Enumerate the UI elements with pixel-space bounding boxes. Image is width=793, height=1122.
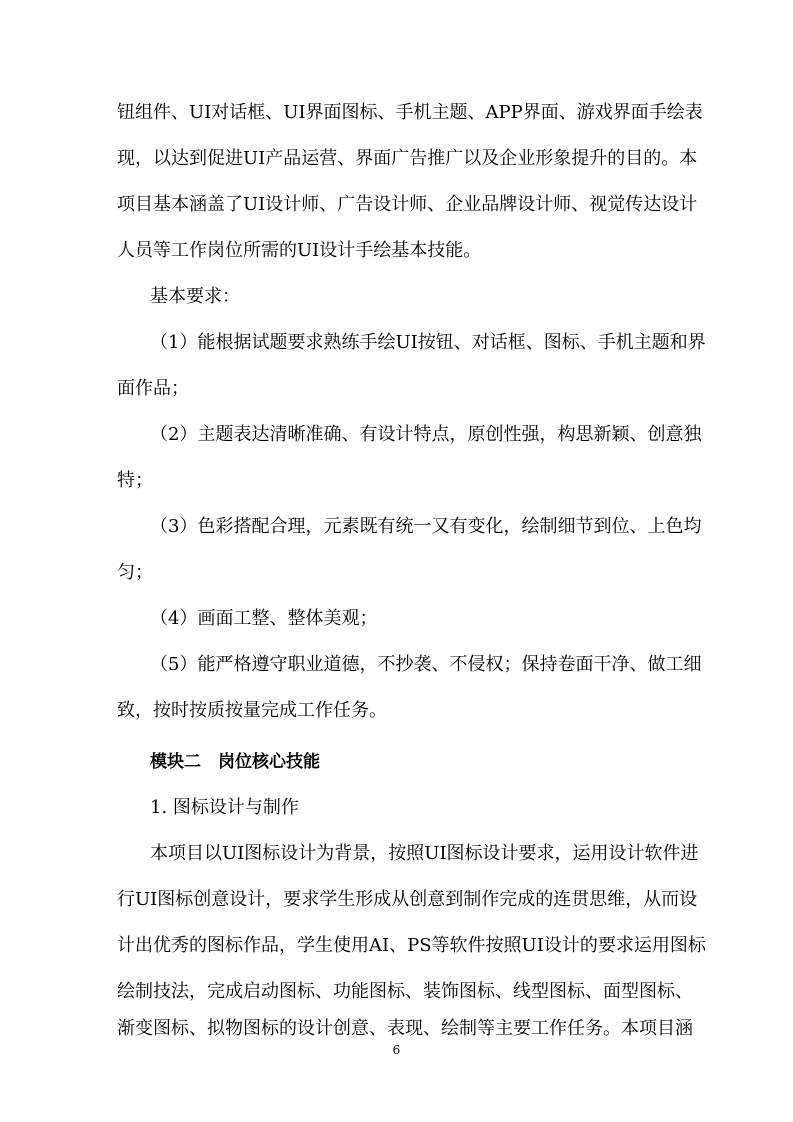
requirement-item-2-cont: 特； — [117, 470, 153, 491]
requirement-item-5: （5）能严格遵守职业道德，不抄袭、不侵权；保持卷面干净、做工细 — [150, 654, 702, 675]
requirement-item-5-cont: 致，按时按质按量完成工作任务。 — [117, 700, 387, 721]
paragraph-line: 项目基本涵盖了UI设计师、广告设计师、企业品牌设计师、视觉传达设计 — [117, 194, 698, 215]
paragraph-line: 渐变图标、拟物图标的设计创意、表现、绘制等主要工作任务。本项目涵 — [117, 1018, 693, 1039]
requirement-item-3: （3）色彩搭配合理，元素既有统一又有变化，绘制细节到位、上色均 — [150, 516, 702, 537]
requirement-item-3-cont: 匀； — [117, 562, 153, 583]
subsection-title: 1. 图标设计与制作 — [150, 797, 299, 818]
paragraph-line: 绘制技法，完成启动图标、功能图标、装饰图标、线型图标、面型图标、 — [117, 981, 693, 1002]
module-heading: 模块二 岗位核心技能 — [150, 752, 320, 772]
paragraph-line: 计出优秀的图标作品，学生使用AI、PS等软件按照UI设计的要求运用图标 — [117, 935, 706, 956]
requirement-item-2: （2）主题表达清晰准确、有设计特点，原创性强，构思新颖、创意独 — [150, 424, 702, 445]
requirement-item-4: （4）画面工整、整体美观； — [150, 608, 378, 629]
requirement-item-1-cont: 面作品； — [117, 378, 189, 399]
paragraph-line: 现，以达到促进UI产品运营、界面广告推广以及企业形象提升的目的。本 — [117, 148, 698, 169]
paragraph-line: 行UI图标创意设计，要求学生形成从创意到制作完成的连贯思维，从而设 — [117, 889, 698, 910]
paragraph-line: 钮组件、UI对话框、UI界面图标、手机主题、APP界面、游戏界面手绘表 — [117, 102, 703, 123]
page-number: 6 — [392, 1043, 401, 1057]
requirements-title: 基本要求： — [150, 286, 240, 307]
paragraph-line: 本项目以UI图标设计为背景，按照UI图标设计要求，运用设计软件进 — [150, 843, 699, 864]
paragraph-line: 人员等工作岗位所需的UI设计手绘基本技能。 — [117, 240, 482, 261]
requirement-item-1: （1）能根据试题要求熟练手绘UI按钮、对话框、图标、手机主题和界 — [150, 332, 706, 353]
